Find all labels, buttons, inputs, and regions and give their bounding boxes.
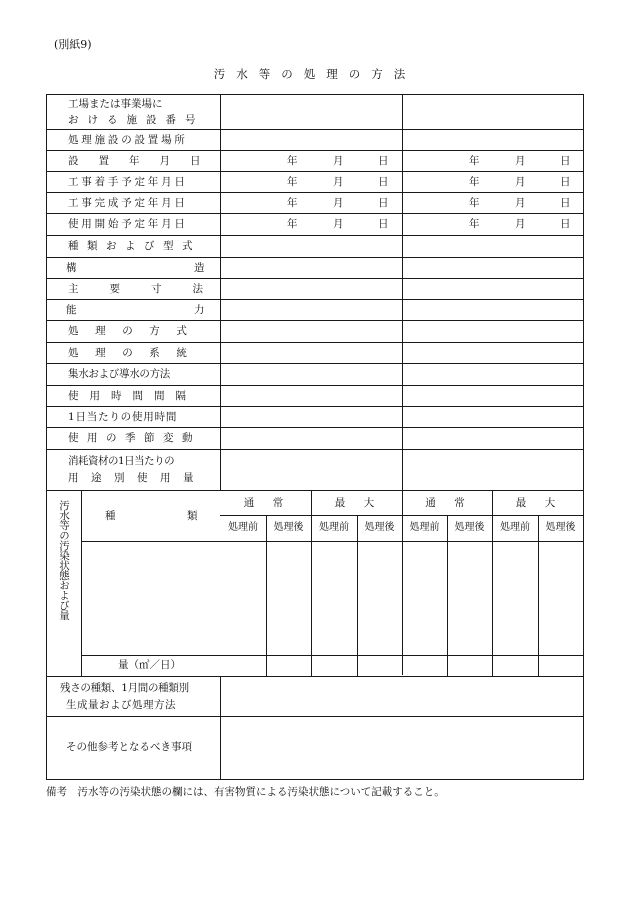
residue-label-line1: 残さの種類、1月間の種類別 (60, 682, 189, 694)
row-label-location: 処理施設の設置場所 (68, 134, 188, 146)
table-border (46, 94, 47, 780)
after-treatment-header: 処理後 (273, 522, 304, 533)
table-border (46, 779, 584, 780)
row-label-start-date: 工事着手予定年月日 (68, 176, 188, 188)
row-label-method: 処理の方式 (68, 325, 204, 337)
date-day: 日 (560, 155, 571, 167)
date-year: 年 (469, 197, 480, 209)
date-year: 年 (287, 197, 298, 209)
date-month: 月 (515, 176, 526, 188)
before-treatment-header: 処理前 (319, 522, 349, 533)
row-label-facility-number-line1: 工場または事業場に (68, 98, 163, 110)
date-month: 月 (333, 218, 344, 230)
document-title: 汚水等の処理の方法 (213, 67, 417, 81)
date-year: 年 (287, 218, 298, 230)
after-treatment-header: 処理後 (454, 522, 485, 533)
date-year: 年 (469, 155, 480, 167)
table-border (46, 94, 584, 95)
row-rule (46, 716, 584, 717)
row-label-capacity-left: 能 (66, 304, 77, 316)
before-treatment-header: 処理前 (228, 522, 258, 533)
date-year: 年 (287, 155, 298, 167)
remarks-note: 備考 汚水等の汚染状態の欄には、有害物質による汚染状態について記載すること。 (46, 786, 445, 798)
table-divider (357, 515, 358, 676)
row-rule (46, 192, 584, 193)
table-divider (220, 676, 221, 780)
row-rule (46, 406, 584, 407)
kind-header-right: 類 (187, 510, 198, 522)
row-rule (46, 676, 584, 677)
max-header: 最 大 (334, 497, 379, 509)
volume-label: 量（㎥／日） (118, 659, 181, 671)
row-rule (46, 320, 584, 321)
row-rule (46, 449, 584, 450)
row-label-dimensions: 主要寸法 (68, 283, 234, 295)
date-day: 日 (560, 197, 571, 209)
row-rule (46, 342, 584, 343)
date-day: 日 (560, 218, 571, 230)
after-treatment-header: 処理後 (545, 522, 576, 533)
table-divider (266, 515, 267, 676)
table-divider (81, 490, 82, 676)
row-rule (46, 278, 584, 279)
date-day: 日 (378, 218, 389, 230)
row-rule (46, 427, 584, 428)
normal-header: 通 常 (425, 497, 469, 509)
date-day: 日 (378, 176, 389, 188)
row-label-use-date: 使用開始予定年月日 (68, 218, 188, 230)
row-rule (46, 257, 584, 258)
row-rule (46, 150, 584, 151)
date-year: 年 (287, 176, 298, 188)
row-label-install-date: 設置年月日 (68, 155, 221, 167)
row-label-type: 種類および型式 (68, 240, 201, 252)
date-month: 月 (515, 197, 526, 209)
normal-header: 通 常 (243, 497, 288, 509)
row-label-structure-left: 構 (66, 262, 77, 274)
row-label-time-interval: 使用時間間隔 (68, 390, 197, 402)
row-rule (81, 655, 584, 656)
date-year: 年 (469, 218, 480, 230)
date-month: 月 (333, 176, 344, 188)
date-month: 月 (515, 218, 526, 230)
row-label-consumables-line1: 消耗資材の1日当たりの (68, 455, 175, 467)
row-rule (46, 299, 584, 300)
row-rule (220, 515, 584, 516)
row-label-daily-hours: 1日当たりの使用時間 (68, 411, 178, 423)
before-treatment-header: 処理前 (409, 522, 440, 533)
row-rule (46, 235, 584, 236)
row-rule (46, 490, 584, 491)
table-divider (447, 515, 448, 676)
row-label-complete-date: 工事完成予定年月日 (68, 197, 188, 209)
annex-label: (別紙9) (54, 38, 92, 51)
row-rule (46, 213, 584, 214)
date-year: 年 (469, 176, 480, 188)
table-divider (492, 490, 493, 676)
other-notes-label: その他参考となるべき事項 (66, 741, 192, 753)
row-label-seasonal: 使用の季節変動 (68, 432, 201, 444)
date-day: 日 (378, 197, 389, 209)
table-divider (538, 515, 539, 676)
date-month: 月 (515, 155, 526, 167)
row-label-system: 処理の系統 (68, 347, 204, 359)
row-label-consumables-line2: 用途別使用量 (68, 472, 206, 484)
table-border (583, 94, 584, 780)
row-rule (46, 363, 584, 364)
residue-label-line2: 生成量および処理方法 (66, 699, 176, 711)
row-rule (46, 171, 584, 172)
row-label-capacity-right: 力 (194, 304, 205, 316)
before-treatment-header: 処理前 (500, 522, 530, 533)
row-rule (81, 541, 584, 542)
table-divider (311, 490, 312, 676)
row-label-structure-right: 造 (194, 262, 205, 274)
kind-header-left: 種 (105, 510, 116, 522)
after-treatment-header: 処理後 (364, 522, 395, 533)
row-rule (46, 129, 584, 130)
max-header: 最 大 (515, 497, 560, 509)
row-label-facility-number-line2: おける施設番号 (68, 114, 205, 126)
date-day: 日 (378, 155, 389, 167)
date-month: 月 (333, 197, 344, 209)
row-rule (46, 385, 584, 386)
pollution-side-label: 汚水等の汚染状態および量 (58, 500, 70, 620)
row-label-water-collection: 集水および導水の方法 (68, 368, 170, 380)
date-month: 月 (333, 155, 344, 167)
date-day: 日 (560, 176, 571, 188)
